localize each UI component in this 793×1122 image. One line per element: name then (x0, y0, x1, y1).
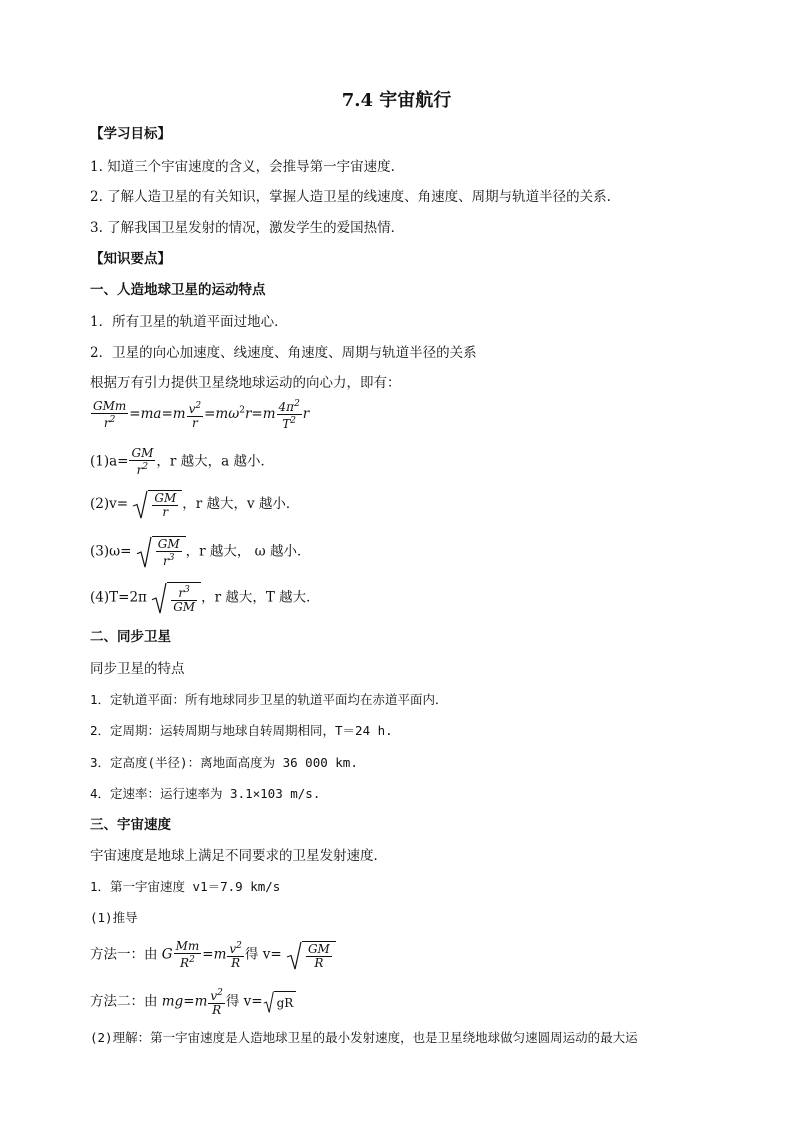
section-1-heading: 一、人造地球卫星的运动特点 (90, 282, 266, 298)
section-2-item: 2．定周期：运转周期与地球自转周期相同，T＝24 h. (90, 723, 393, 738)
method-1: 方法一：由 G $\frac{Mm}{R^2}$ =m $\frac{v^2}{R}$ 得 v= $\frac{GM}{R}$ (90, 940, 336, 970)
goal-item: 3. 了解我国卫星发射的情况，激发学生的爱国热情． (90, 220, 405, 236)
goal-item: 1. 知道三个宇宙速度的含义，会推导第一宇宙速度. (90, 159, 395, 175)
goals-heading: 【学习目标】 (90, 126, 171, 142)
section-3-heading: 三、宇宙速度 (90, 817, 171, 833)
sqrt-symbol: $\frac{GM}{R}$ (286, 941, 336, 970)
sqrt-symbol: $\frac{GM}{r^3}$ (136, 536, 186, 568)
section-2-intro: 同步卫星的特点 (90, 661, 185, 677)
formula-period: (4)T=2π $\frac{r^3}{GM}$ ，r 越大，T 越大． (90, 582, 320, 614)
formula-main: $\frac{\text{GMm}}{r^2}$ =ma=m $\frac{v^2}{r}$ $=m\omega^2r=m$ $\frac{4\pi^2}{T^2}$ r (93, 398, 310, 431)
section-1-item: 根据万有引力提供卫星绕地球运动的向心力，即有： (90, 375, 401, 391)
sqrt-symbol: gR (263, 991, 297, 1013)
section-1-item: 1．所有卫星的轨道平面过地心． (90, 314, 288, 330)
formula-velocity: (2)v= $\frac{GM}{r}$ ，r 越大，v 越小． (90, 491, 300, 519)
section-2-item: 4．定速率：运行速率为 3.1×103 m/s. (90, 786, 321, 801)
formula-acceleration: (1)a= $\frac{GM}{r^2}$ ，r 越大，a 越小． (90, 446, 274, 477)
sqrt-symbol: $\frac{GM}{r}$ (132, 490, 182, 519)
section-2-item: 1．定轨道平面：所有地球同步卫星的轨道平面均在赤道平面内． (90, 692, 448, 707)
formula-angular-velocity: (3)ω= $\frac{GM}{r^3}$ ，r 越大， ω 越小． (90, 537, 311, 568)
points-heading: 【知识要点】 (90, 251, 171, 267)
goal-item: 2. 了解人造卫星的有关知识，掌握人造卫星的线速度、角速度、周期与轨道半径的关系. (90, 189, 611, 205)
page-title: 7.4 宇宙航行 (341, 90, 452, 111)
section-3-item: 1．第一宇宙速度 v1＝7.9 km/s (90, 879, 281, 894)
section-2-item: 3．定高度(半径)：离地面高度为 36 000 km. (90, 755, 358, 770)
sqrt-symbol: $\frac{r^3}{GM}$ (151, 582, 201, 614)
section-2-heading: 二、同步卫星 (90, 629, 171, 645)
method-2: 方法二：由 mg=m $\frac{v^2}{R}$ 得 v= gR (90, 987, 296, 1017)
section-3-derive: (1)推导 (90, 910, 138, 925)
section-1-item: 2．卫星的向心加速度、线速度、角速度、周期与轨道半径的关系 (90, 345, 477, 361)
understanding-text: (2)理解：第一宇宙速度是人造地球卫星的最小发射速度，也是卫星绕地球做匀速圆周运动的最大运 (90, 1030, 638, 1045)
section-3-intro: 宇宙速度是地球上满足不同要求的卫星发射速度． (90, 848, 387, 864)
